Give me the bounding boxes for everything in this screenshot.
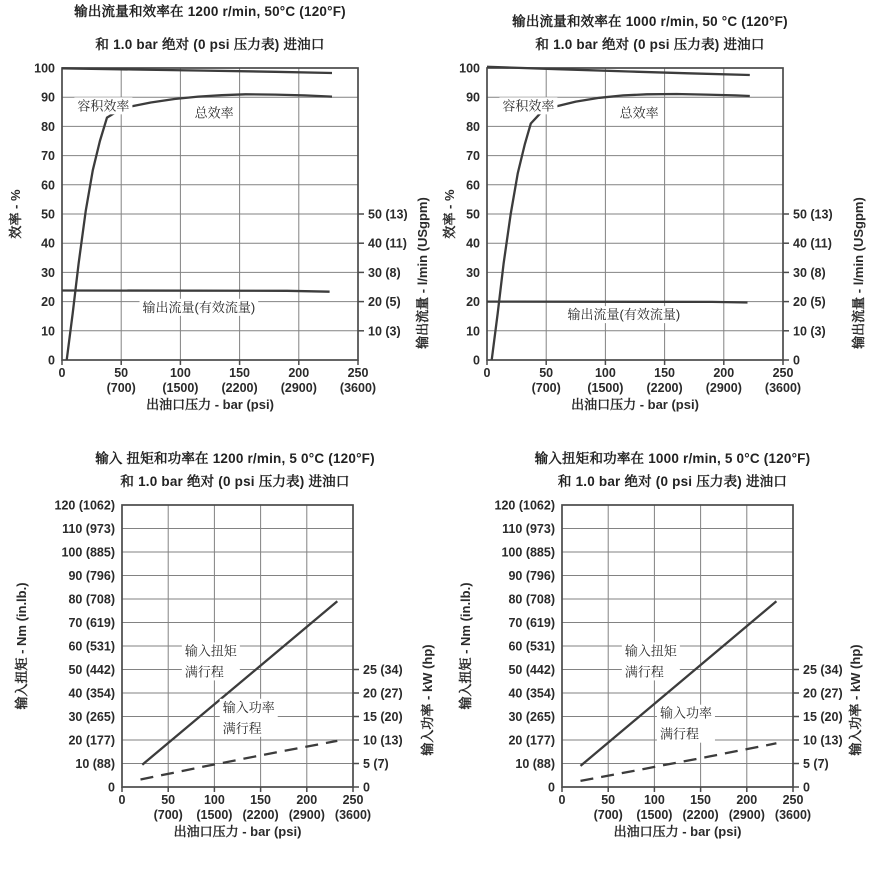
svg-text:输入功率满行程: 输入功率满行程 — [222, 699, 275, 736]
series-2 — [62, 291, 330, 292]
svg-text:50: 50 — [601, 793, 616, 807]
svg-text:50 (442): 50 (442) — [508, 663, 555, 677]
svg-text:总效率: 总效率 — [619, 105, 659, 121]
svg-text:70: 70 — [466, 149, 480, 164]
annotation-1 — [220, 699, 278, 737]
svg-text:40 (354): 40 (354) — [508, 686, 555, 701]
svg-text:150: 150 — [690, 793, 712, 807]
svg-text:20 (27): 20 (27) — [363, 686, 403, 701]
svg-text:150: 150 — [229, 366, 251, 380]
svg-text:80: 80 — [466, 119, 480, 134]
svg-text:(3600): (3600) — [334, 808, 372, 822]
annotation-0 — [74, 97, 132, 114]
svg-text:15 (20): 15 (20) — [363, 710, 403, 724]
svg-text:30 (265): 30 (265) — [508, 710, 555, 724]
svg-text:0: 0 — [108, 780, 115, 795]
svg-text:50 (13): 50 (13) — [368, 207, 408, 222]
svg-text:200: 200 — [296, 793, 318, 807]
annotation-0 — [182, 642, 240, 680]
svg-text:40 (11): 40 (11) — [368, 236, 407, 251]
svg-text:50: 50 — [41, 207, 55, 222]
svg-text:25 (34): 25 (34) — [803, 663, 843, 677]
svg-text:20 (27): 20 (27) — [803, 686, 843, 701]
svg-text:10: 10 — [41, 324, 55, 339]
svg-text:90 (796): 90 (796) — [508, 569, 555, 583]
svg-text:容积效率: 容积效率 — [502, 98, 555, 114]
svg-text:60: 60 — [41, 178, 55, 193]
svg-text:10 (13): 10 (13) — [363, 733, 403, 748]
svg-text:20 (5): 20 (5) — [793, 295, 826, 310]
torque-power-chart-1200rpm — [0, 495, 460, 873]
svg-text:120 (1062): 120 (1062) — [54, 498, 115, 513]
svg-text:70 (619): 70 (619) — [508, 616, 555, 630]
svg-text:输入扭矩 - Nm (in.lb.): 输入扭矩 - Nm (in.lb.) — [14, 582, 29, 710]
annotation-2 — [140, 299, 259, 316]
svg-text:100: 100 — [643, 793, 665, 807]
svg-text:100 (885): 100 (885) — [501, 545, 555, 560]
svg-text:输入扭矩满行程: 输入扭矩满行程 — [624, 643, 677, 680]
svg-text:90: 90 — [41, 90, 55, 105]
svg-text:100: 100 — [594, 366, 616, 380]
flow-efficiency-chart-1200rpm — [0, 55, 440, 430]
svg-text:30: 30 — [466, 265, 480, 280]
svg-text:250: 250 — [347, 366, 369, 380]
annotation-1 — [657, 705, 715, 743]
svg-text:50: 50 — [466, 207, 480, 222]
svg-text:15 (20): 15 (20) — [803, 710, 843, 724]
svg-text:(1500): (1500) — [587, 381, 624, 395]
svg-text:(1500): (1500) — [196, 808, 233, 822]
svg-text:150: 150 — [654, 366, 676, 380]
svg-text:110 (973): 110 (973) — [502, 522, 555, 536]
svg-text:10: 10 — [466, 324, 480, 339]
svg-text:(3600): (3600) — [764, 381, 802, 395]
chart-title-flow-1200-line2: 和 1.0 bar 绝对 (0 psi 压力表) 进油口 — [95, 37, 325, 52]
svg-text:40: 40 — [466, 236, 480, 251]
svg-text:200: 200 — [736, 793, 758, 807]
svg-text:0: 0 — [803, 780, 810, 795]
chart-title-torque-1000-line1: 输入扭矩和功率在 1000 r/min, 5 0°C (120°F) — [534, 451, 811, 466]
svg-text:(700): (700) — [531, 381, 561, 395]
svg-text:输入扭矩满行程: 输入扭矩满行程 — [184, 643, 237, 680]
svg-text:效率 - %: 效率 - % — [8, 189, 23, 239]
svg-text:30 (265): 30 (265) — [68, 710, 115, 724]
svg-text:60: 60 — [466, 178, 480, 193]
svg-text:40: 40 — [41, 236, 55, 251]
svg-text:150: 150 — [250, 793, 272, 807]
svg-text:50: 50 — [539, 366, 554, 380]
svg-text:30 (8): 30 (8) — [793, 265, 826, 280]
torque-power-chart-1000rpm — [440, 495, 880, 873]
annotation-1 — [617, 105, 662, 122]
svg-text:0: 0 — [363, 780, 370, 795]
svg-text:80 (708): 80 (708) — [508, 592, 555, 607]
svg-text:10 (88): 10 (88) — [75, 757, 115, 771]
chart-title-flow-1000-line1: 输出流量和效率在 1000 r/min, 50 °C (120°F) — [512, 14, 788, 29]
svg-text:60 (531): 60 (531) — [68, 639, 115, 654]
chart-title-torque-1000-line2: 和 1.0 bar 绝对 (0 psi 压力表) 进油口 — [557, 474, 788, 489]
svg-text:80: 80 — [41, 119, 55, 134]
svg-text:30 (8): 30 (8) — [368, 265, 401, 280]
series-2 — [487, 302, 748, 303]
svg-text:输出流量 - l/min (USgpm): 输出流量 - l/min (USgpm) — [851, 197, 866, 349]
svg-text:(2900): (2900) — [705, 381, 742, 395]
svg-text:25 (34): 25 (34) — [363, 663, 403, 677]
svg-text:20 (177): 20 (177) — [508, 733, 555, 748]
svg-text:100 (885): 100 (885) — [61, 545, 115, 560]
svg-text:100: 100 — [34, 61, 55, 76]
svg-text:5 (7): 5 (7) — [803, 757, 829, 771]
svg-text:90: 90 — [466, 90, 480, 105]
svg-text:0: 0 — [48, 353, 55, 368]
svg-text:输入功率满行程: 输入功率满行程 — [659, 705, 712, 742]
svg-text:100: 100 — [203, 793, 225, 807]
chart-title-torque-1200-line2: 和 1.0 bar 绝对 (0 psi 压力表) 进油口 — [120, 474, 350, 489]
svg-text:出油口压力 - bar (psi): 出油口压力 - bar (psi) — [173, 824, 302, 839]
svg-text:出油口压力 - bar (psi): 出油口压力 - bar (psi) — [613, 824, 742, 839]
svg-text:200: 200 — [713, 366, 735, 380]
svg-text:0: 0 — [473, 353, 480, 368]
svg-text:输入扭矩 - Nm (in.lb.): 输入扭矩 - Nm (in.lb.) — [458, 582, 473, 710]
svg-text:0: 0 — [118, 793, 126, 807]
series-1 — [67, 94, 332, 360]
chart-title-torque-1200-line1: 输入 扭矩和功率在 1200 r/min, 5 0°C (120°F) — [95, 451, 375, 466]
svg-text:输出流量 - l/min (USgpm): 输出流量 - l/min (USgpm) — [415, 197, 430, 349]
svg-text:(2900): (2900) — [280, 381, 317, 395]
svg-text:(2900): (2900) — [288, 808, 325, 822]
svg-text:20 (5): 20 (5) — [368, 295, 401, 310]
svg-text:(2200): (2200) — [682, 808, 719, 822]
svg-text:60 (531): 60 (531) — [508, 639, 555, 654]
flow-efficiency-chart-1000rpm — [440, 55, 880, 430]
svg-text:(700): (700) — [153, 808, 183, 822]
svg-text:出油口压力 - bar (psi): 出油口压力 - bar (psi) — [571, 397, 699, 412]
chart-title-flow-1200-line1: 输出流量和效率在 1200 r/min, 50°C (120°F) — [74, 4, 346, 19]
svg-text:120 (1062): 120 (1062) — [494, 498, 555, 513]
svg-text:0: 0 — [483, 366, 491, 380]
svg-text:110 (973): 110 (973) — [62, 522, 115, 536]
svg-text:100: 100 — [169, 366, 191, 380]
svg-text:70: 70 — [41, 149, 55, 164]
svg-text:50: 50 — [161, 793, 176, 807]
annotation-1 — [192, 105, 237, 122]
svg-text:出油口压力 - bar (psi): 出油口压力 - bar (psi) — [146, 397, 274, 412]
svg-text:40 (11): 40 (11) — [793, 236, 832, 251]
svg-text:(700): (700) — [106, 381, 136, 395]
svg-text:(2900): (2900) — [728, 808, 765, 822]
svg-text:输入功率 - kW (hp): 输入功率 - kW (hp) — [420, 644, 435, 756]
svg-text:20: 20 — [466, 295, 480, 310]
svg-text:10 (3): 10 (3) — [793, 324, 826, 339]
svg-text:200: 200 — [288, 366, 310, 380]
svg-text:0: 0 — [58, 366, 66, 380]
svg-text:(700): (700) — [593, 808, 623, 822]
svg-text:50 (442): 50 (442) — [68, 663, 115, 677]
svg-text:10 (13): 10 (13) — [803, 733, 843, 748]
svg-text:(2200): (2200) — [646, 381, 683, 395]
svg-text:0: 0 — [558, 793, 566, 807]
svg-text:250: 250 — [772, 366, 794, 380]
svg-text:30: 30 — [41, 265, 55, 280]
svg-text:容积效率: 容积效率 — [77, 98, 130, 114]
series-1 — [141, 741, 338, 780]
annotation-2 — [565, 306, 684, 323]
svg-text:(2200): (2200) — [242, 808, 279, 822]
svg-text:(2200): (2200) — [221, 381, 258, 395]
svg-text:70 (619): 70 (619) — [68, 616, 115, 630]
svg-text:90 (796): 90 (796) — [68, 569, 115, 583]
tick-marks — [487, 214, 789, 365]
svg-text:20 (177): 20 (177) — [68, 733, 115, 748]
svg-text:总效率: 总效率 — [194, 105, 234, 121]
svg-text:效率 - %: 效率 - % — [442, 189, 457, 239]
svg-text:100: 100 — [459, 61, 480, 76]
annotation-0 — [499, 97, 557, 114]
svg-text:(1500): (1500) — [162, 381, 199, 395]
svg-text:0: 0 — [793, 353, 800, 368]
svg-text:50 (13): 50 (13) — [793, 207, 833, 222]
svg-text:0: 0 — [548, 780, 555, 795]
svg-text:40 (354): 40 (354) — [68, 686, 115, 701]
svg-text:输出流量(有效流量): 输出流量(有效流量) — [142, 299, 256, 315]
svg-text:250: 250 — [782, 793, 804, 807]
svg-text:输出流量(有效流量): 输出流量(有效流量) — [567, 307, 681, 323]
svg-text:80 (708): 80 (708) — [68, 592, 115, 607]
svg-text:5 (7): 5 (7) — [363, 757, 389, 771]
svg-text:10 (88): 10 (88) — [515, 757, 555, 771]
svg-text:输入功率 - kW (hp): 输入功率 - kW (hp) — [848, 644, 863, 756]
svg-text:(1500): (1500) — [636, 808, 673, 822]
annotation-0 — [622, 642, 680, 680]
svg-text:10 (3): 10 (3) — [368, 324, 401, 339]
svg-text:250: 250 — [342, 793, 364, 807]
svg-text:(3600): (3600) — [339, 381, 377, 395]
svg-text:50: 50 — [114, 366, 129, 380]
svg-text:(3600): (3600) — [774, 808, 812, 822]
series-0 — [62, 68, 332, 73]
svg-text:20: 20 — [41, 295, 55, 310]
chart-title-flow-1000-line2: 和 1.0 bar 绝对 (0 psi 压力表) 进油口 — [535, 37, 765, 52]
